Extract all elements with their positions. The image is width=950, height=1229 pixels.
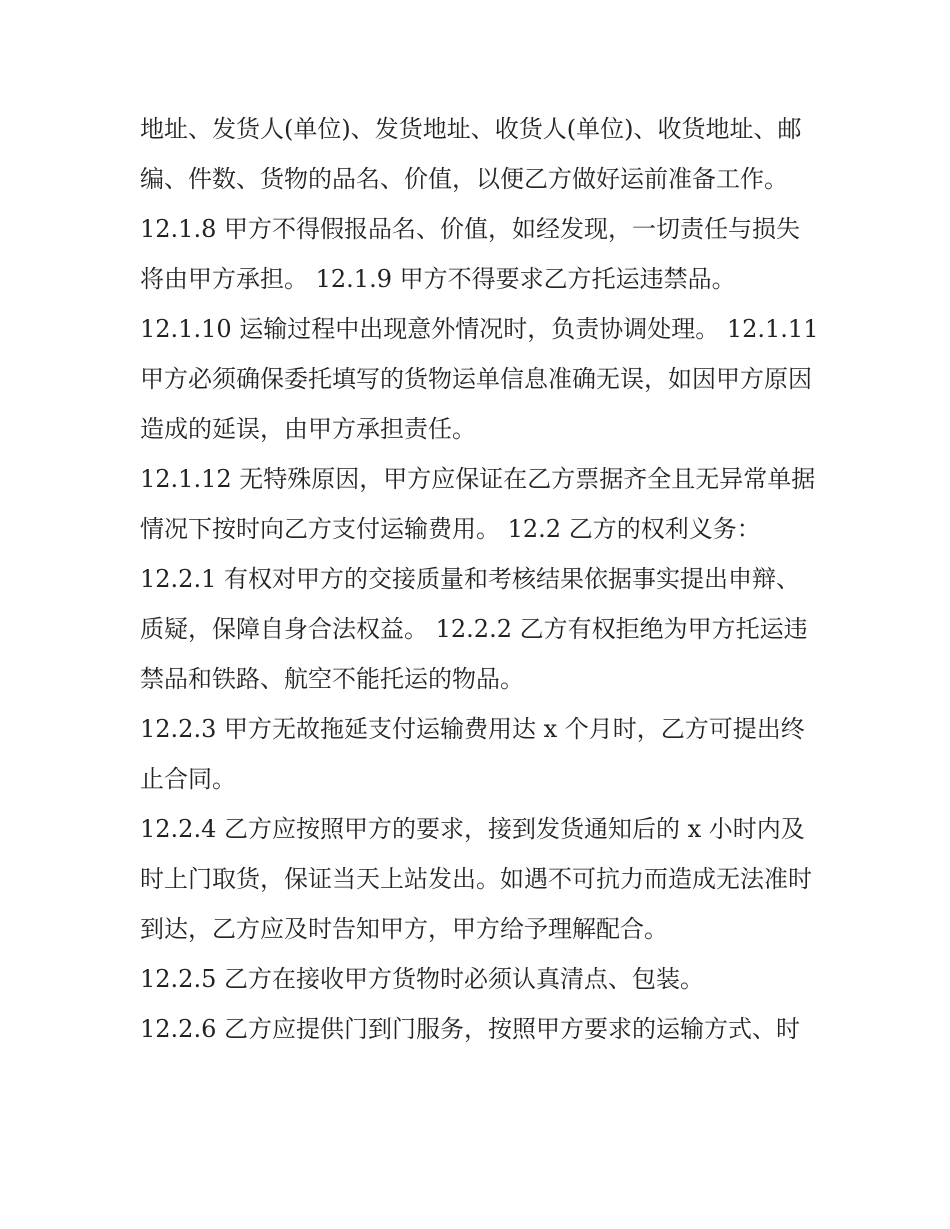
document-body xyxy=(140,104,820,1054)
paragraph-12-2-5: 12.2.5 乙方在接收甲方货物时必须认真清点、包装。 xyxy=(140,965,704,993)
paragraph-12-2-1: 12.2.1 有权对甲方的交接质量和考核结果依据事实提出申辩、质疑，保障自身合法权益。 12.2.2 乙方有权拒绝为甲方托运违禁品和铁路、航空不能托运的物品。 xyxy=(140,565,808,693)
paragraph-12-2-3: 12.2.3 甲方无故拖延支付运输费用达 x 个月时，乙方可提出终止合同。 xyxy=(140,715,805,793)
paragraph-shipping-info: 地址、发货人(单位)、发货地址、收货人(单位)、收货地址、邮编、件数、货物的品名、价值，以便乙方做好运前准备工作。 xyxy=(140,115,802,193)
paragraph-12-1-12: 12.1.12 无特殊原因，甲方应保证在乙方票据齐全且无异常单据情况下按时向乙方支付运输费用。 12.2 乙方的权利义务： xyxy=(140,465,816,543)
paragraph-12-2-6: 12.2.6 乙方应提供门到门服务，按照甲方要求的运输方式、时 xyxy=(140,1015,800,1043)
paragraph-12-1-8: 12.1.8 甲方不得假报品名、价值，如经发现，一切责任与损失将由甲方承担。 12.1.9 甲方不得要求乙方托运违禁品。 xyxy=(140,215,800,293)
paragraph-12-1-10: 12.1.10 运输过程中出现意外情况时，负责协调处理。 12.1.11 甲方必须确保委托填写的货物运单信息准确无误，如因甲方原因造成的延误，由甲方承担责任。 xyxy=(140,315,819,443)
paragraph-12-2-4: 12.2.4 乙方应按照甲方的要求，接到发货通知后的 x 小时内及时上门取货，保证当天上站发出。如遇不可抗力而造成无法准时到达，乙方应及时告知甲方，甲方给予理解配合。 xyxy=(140,815,812,943)
